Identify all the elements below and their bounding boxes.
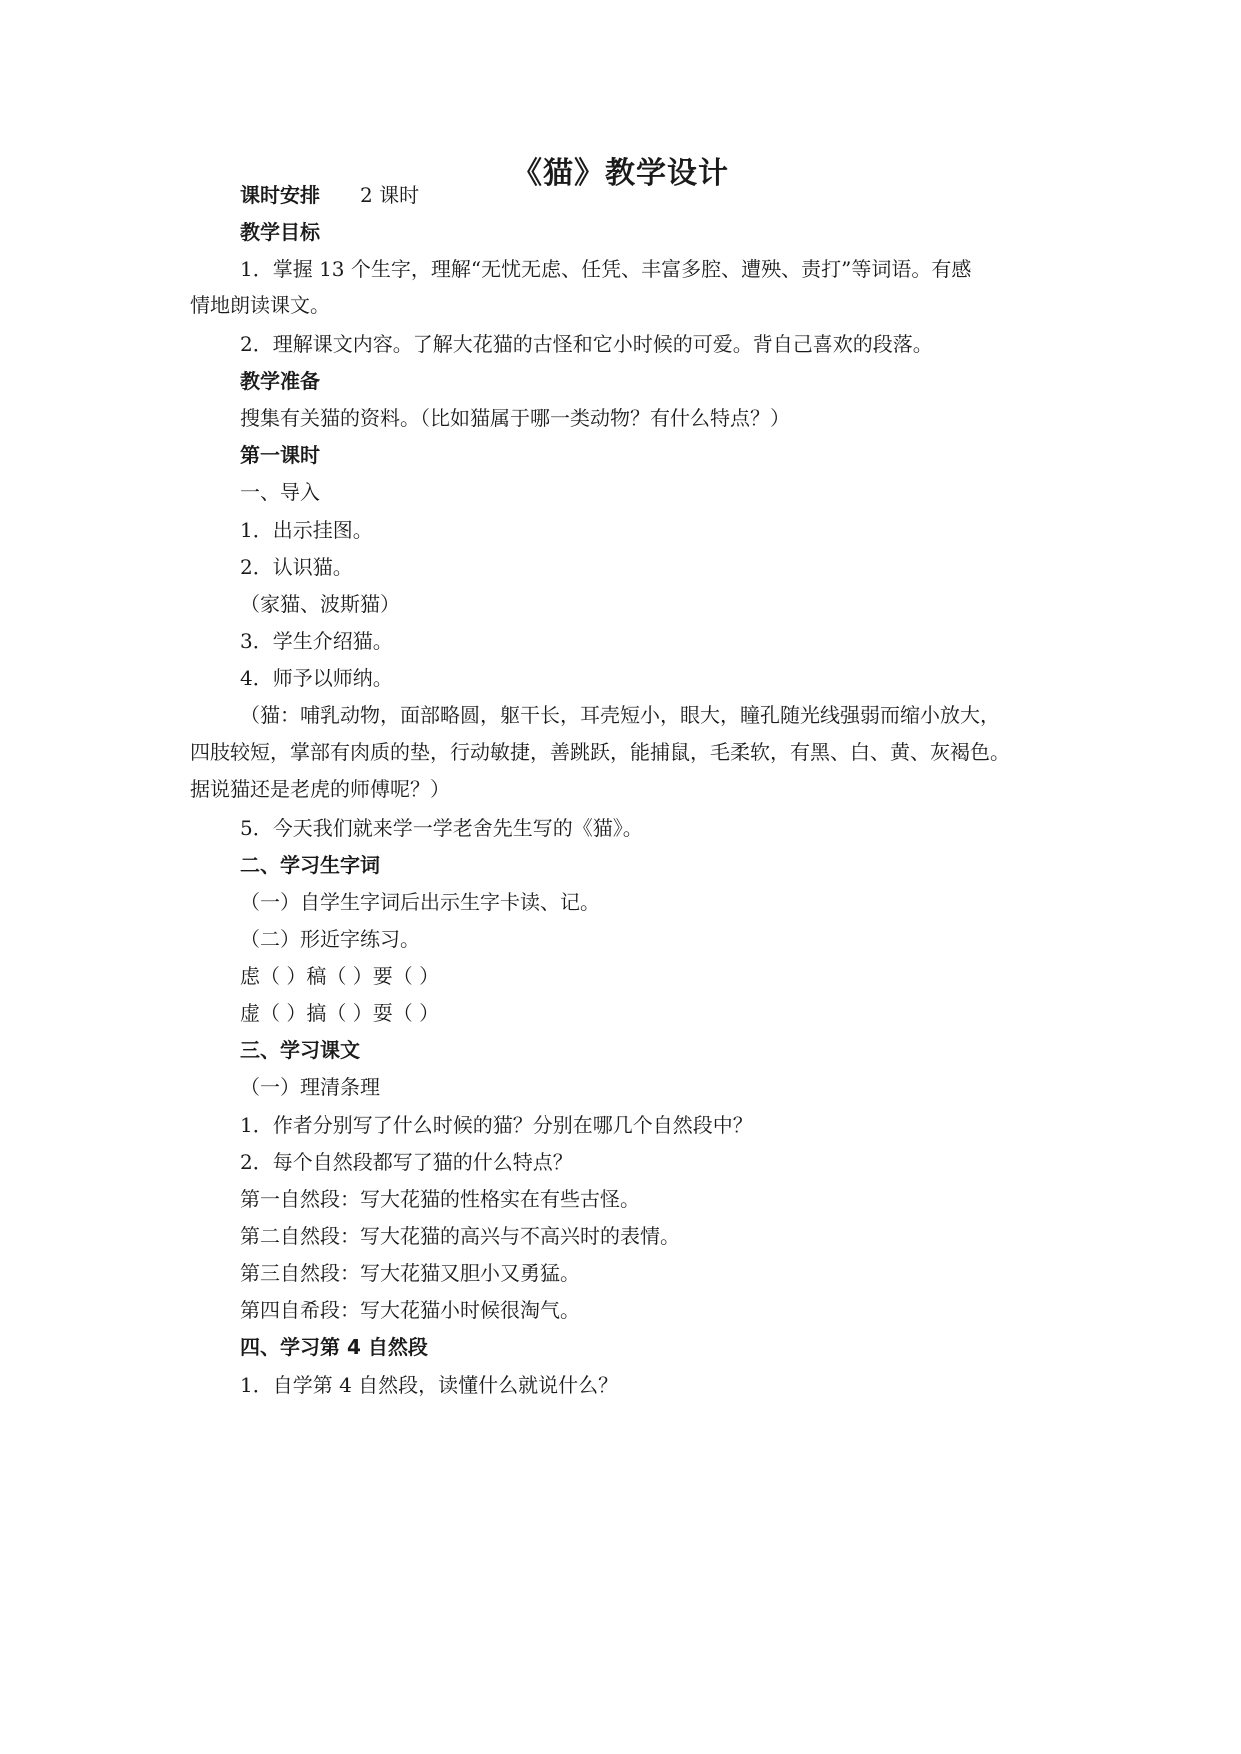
prep-text: 搜集有关猫的资料。（比如猫属于哪一类动物？有什么特点？） [240, 406, 790, 430]
paragraph-3-summary: 第三自然段：写大花猫又胆小又勇猛。 [240, 1261, 580, 1285]
text-study-q1: 1．作者分别写了什么时候的猫？分别在哪几个自然段中？ [240, 1113, 753, 1137]
goal-1-line-1: 1．掌握 13 个生字，理解“无忧无虑、任凭、丰富多腔、遭殃、责打”等词语。有感 [240, 257, 972, 281]
goals-heading: 教学目标 [240, 220, 320, 244]
cat-note-line-2: 四肢较短，掌部有肉质的垫，行动敏捷，善跳跃，能捕鼠，毛柔软，有黑、白、黄、灰褐色。 [190, 740, 1010, 764]
document-title: 《猫》教学设计 [512, 156, 729, 191]
lesson1-heading: 第一课时 [240, 443, 320, 467]
intro-heading: 一、导入 [240, 480, 320, 504]
cat-note-line-1: （猫：哺乳动物，面部略圆，躯干长，耳壳短小，眼大，瞳孔随光线强弱而缩小放大， [240, 703, 1000, 727]
para4-q1: 1．自学第 4 自然段，读懂什么就说什么？ [240, 1373, 619, 1397]
schedule-label: 课时安排 [240, 183, 320, 207]
intro-step-5: 5．今天我们就来学一学老舍先生写的《猫》。 [240, 816, 643, 840]
intro-step-2-note: （家猫、波斯猫） [240, 592, 400, 616]
text-study-heading: 三、学习课文 [240, 1038, 360, 1062]
vocab-row-1: 虑（ ）稿（ ）要（ ） [240, 964, 440, 988]
intro-step-3: 3．学生介绍猫。 [240, 629, 393, 653]
prep-heading: 教学准备 [240, 369, 320, 393]
vocab-sub-2: （二）形近字练习。 [240, 927, 420, 951]
paragraph-4-summary: 第四自希段：写大花猫小时候很淘气。 [240, 1298, 580, 1322]
intro-step-2: 2．认识猫。 [240, 555, 353, 579]
paragraph-2-summary: 第二自然段：写大花猫的高兴与不高兴时的表情。 [240, 1224, 680, 1248]
schedule-row [240, 181, 419, 209]
vocab-row-2: 虚（ ）搞（ ）耍（ ） [240, 1001, 440, 1025]
vocab-heading: 二、学习生字词 [240, 853, 380, 877]
text-study-sub-1: （一）理清条理 [240, 1075, 380, 1099]
vocab-sub-1: （一）自学生字词后出示生字卡读、记。 [240, 890, 600, 914]
goal-2: 2．理解课文内容。了解大花猫的古怪和它小时候的可爱。背自己喜欢的段落。 [240, 332, 933, 356]
schedule-value: 2 课时 [360, 183, 420, 207]
goal-1-line-2: 情地朗读课文。 [190, 293, 330, 317]
para4-heading: 四、学习第 4 自然段 [240, 1335, 428, 1359]
cat-note-line-3: 据说猫还是老虎的师傅呢？） [190, 777, 450, 801]
intro-step-1: 1．出示挂图。 [240, 518, 373, 542]
text-study-q2: 2．每个自然段都写了猫的什么特点？ [240, 1150, 573, 1174]
intro-step-4: 4．师予以师纳。 [240, 666, 393, 690]
paragraph-1-summary: 第一自然段：写大花猫的性格实在有些古怪。 [240, 1187, 640, 1211]
